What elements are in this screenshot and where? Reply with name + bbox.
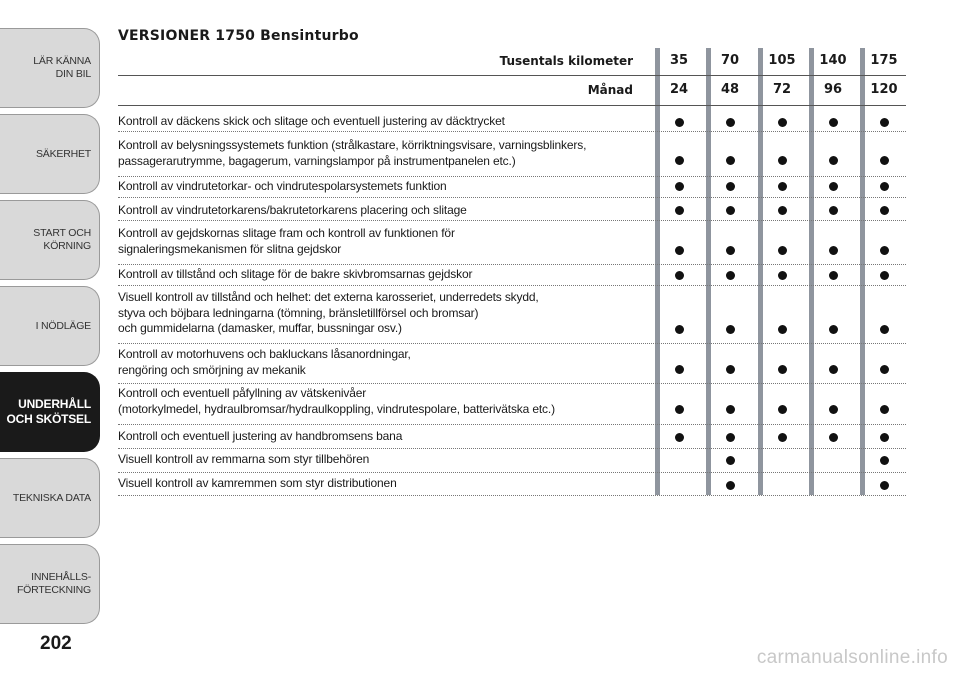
service-mark-dot bbox=[778, 206, 787, 215]
tab-label: START OCH KÖRNING bbox=[33, 227, 91, 252]
service-mark-dot bbox=[829, 433, 838, 442]
watermark: carmanualsonline.info bbox=[756, 647, 948, 668]
month-header-label: Månad bbox=[587, 83, 633, 97]
service-mark-dot bbox=[675, 271, 684, 280]
service-mark-dot bbox=[829, 182, 838, 191]
month-value: 96 bbox=[823, 82, 843, 97]
service-mark-dot bbox=[778, 365, 787, 374]
row-description: Visuell kontroll av remmarna som styr tillbehören bbox=[118, 452, 370, 466]
service-mark-dot bbox=[829, 206, 838, 215]
column-divider bbox=[758, 48, 763, 495]
row-divider bbox=[118, 495, 906, 496]
row-divider bbox=[118, 105, 906, 106]
column-divider bbox=[706, 48, 711, 495]
tab-label: TEKNISKA DATA bbox=[12, 491, 91, 504]
service-mark-dot bbox=[829, 271, 838, 280]
row-divider bbox=[118, 343, 906, 344]
service-mark-dot bbox=[880, 481, 889, 490]
service-mark-dot bbox=[675, 325, 684, 334]
row-divider bbox=[118, 75, 906, 76]
service-mark-dot bbox=[778, 118, 787, 127]
service-mark-dot bbox=[778, 433, 787, 442]
service-mark-dot bbox=[829, 118, 838, 127]
km-value: 140 bbox=[819, 53, 847, 68]
tab-sakerhet[interactable] bbox=[0, 114, 100, 194]
row-description: Kontroll av motorhuvens och bakluckans låsanordningar, rengöring och smörjning av mekanik bbox=[118, 347, 411, 377]
service-mark-dot bbox=[880, 405, 889, 414]
service-mark-dot bbox=[778, 325, 787, 334]
row-description: Kontroll av vindrutetorkarens/bakrutetorkarens placering och slitage bbox=[118, 203, 467, 217]
row-divider bbox=[118, 176, 906, 177]
row-description: Kontroll av gejdskornas slitage fram och kontroll av funktionen för signaleringsmekanismen för slitna gejdskor bbox=[118, 226, 455, 256]
service-mark-dot bbox=[675, 182, 684, 191]
service-mark-dot bbox=[880, 118, 889, 127]
row-divider bbox=[118, 131, 906, 132]
service-mark-dot bbox=[880, 182, 889, 191]
month-value: 120 bbox=[870, 82, 898, 97]
service-mark-dot bbox=[726, 325, 735, 334]
row-divider bbox=[118, 264, 906, 265]
km-value: 105 bbox=[768, 53, 796, 68]
service-mark-dot bbox=[726, 433, 735, 442]
service-mark-dot bbox=[726, 456, 735, 465]
service-mark-dot bbox=[726, 405, 735, 414]
tab-label: INNEHÅLLS- FÖRTECKNING bbox=[16, 571, 91, 596]
page-title: VERSIONER 1750 Bensinturbo bbox=[118, 28, 359, 44]
row-description: Kontroll av belysningssystemets funktion (strålkastare, körriktningsvisare, varningsblinkers, passagerarutrymme, bagagerum, varningslampor på instrumentpanelen etc.) bbox=[118, 138, 587, 168]
month-value: 48 bbox=[720, 82, 740, 97]
service-mark-dot bbox=[675, 246, 684, 255]
km-value: 35 bbox=[669, 53, 689, 68]
service-mark-dot bbox=[829, 405, 838, 414]
tab-label: LÄR KÄNNA DIN BIL bbox=[33, 55, 91, 80]
service-mark-dot bbox=[726, 182, 735, 191]
service-mark-dot bbox=[726, 481, 735, 490]
service-mark-dot bbox=[778, 405, 787, 414]
service-mark-dot bbox=[829, 246, 838, 255]
row-divider bbox=[118, 197, 906, 198]
row-divider bbox=[118, 285, 906, 286]
service-mark-dot bbox=[726, 246, 735, 255]
service-mark-dot bbox=[675, 405, 684, 414]
month-value: 24 bbox=[669, 82, 689, 97]
row-description: Visuell kontroll av tillstånd och helhet: det externa karosseriet, underredets skydd, styva och böjbara ledningarna (tömning, bränsletillförsel och bromsar) och gummidelarna (damasker, muffar, bussningar osv.) bbox=[118, 290, 539, 335]
row-divider bbox=[118, 448, 906, 449]
service-mark-dot bbox=[880, 365, 889, 374]
column-divider bbox=[655, 48, 660, 495]
row-description: Kontroll och eventuell påfyllning av vätskenivåer (motorkylmedel, hydraulbromsar/hydraulkoppling, vindrutespolare, batterivätska etc.) bbox=[118, 386, 555, 416]
service-mark-dot bbox=[880, 325, 889, 334]
service-mark-dot bbox=[675, 206, 684, 215]
row-divider bbox=[118, 220, 906, 221]
service-mark-dot bbox=[829, 325, 838, 334]
service-mark-dot bbox=[880, 246, 889, 255]
tab-label: I NÖDLÄGE bbox=[35, 319, 91, 332]
km-value: 70 bbox=[720, 53, 740, 68]
row-divider bbox=[118, 424, 906, 425]
service-mark-dot bbox=[726, 271, 735, 280]
service-mark-dot bbox=[675, 433, 684, 442]
tab-label: UNDERHÅLL OCH SKÖTSEL bbox=[6, 397, 91, 426]
service-mark-dot bbox=[880, 206, 889, 215]
column-divider bbox=[809, 48, 814, 495]
column-divider bbox=[860, 48, 865, 495]
service-mark-dot bbox=[778, 246, 787, 255]
tab-innehallsforteckning[interactable] bbox=[0, 544, 100, 624]
month-value: 72 bbox=[772, 82, 792, 97]
row-description: Visuell kontroll av kamremmen som styr distributionen bbox=[118, 476, 397, 490]
service-mark-dot bbox=[726, 206, 735, 215]
service-mark-dot bbox=[778, 156, 787, 165]
service-mark-dot bbox=[778, 182, 787, 191]
row-divider bbox=[118, 383, 906, 384]
tab-i-nodlage[interactable] bbox=[0, 286, 100, 366]
tab-lar-kanna-din-bil[interactable] bbox=[0, 28, 100, 108]
tab-start-och-korning[interactable] bbox=[0, 200, 100, 280]
tab-label: SÄKERHET bbox=[36, 147, 91, 160]
row-description: Kontroll av vindrutetorkar- och vindrutespolarsystemets funktion bbox=[118, 179, 447, 193]
row-description: Kontroll och eventuell justering av handbromsens bana bbox=[118, 429, 403, 443]
service-mark-dot bbox=[675, 365, 684, 374]
service-mark-dot bbox=[880, 433, 889, 442]
row-description: Kontroll av tillstånd och slitage för de bakre skivbromsarnas gejdskor bbox=[118, 267, 473, 281]
row-description: Kontroll av däckens skick och slitage och eventuell justering av däcktrycket bbox=[118, 114, 505, 128]
service-mark-dot bbox=[829, 156, 838, 165]
tab-tekniska-data[interactable] bbox=[0, 458, 100, 538]
row-divider bbox=[118, 472, 906, 473]
service-mark-dot bbox=[675, 118, 684, 127]
service-mark-dot bbox=[726, 118, 735, 127]
page-number: 202 bbox=[40, 633, 72, 654]
service-mark-dot bbox=[880, 271, 889, 280]
service-mark-dot bbox=[778, 271, 787, 280]
service-mark-dot bbox=[726, 365, 735, 374]
km-value: 175 bbox=[870, 53, 898, 68]
service-mark-dot bbox=[829, 365, 838, 374]
service-mark-dot bbox=[880, 156, 889, 165]
tab-underhall-och-skotsel[interactable] bbox=[0, 372, 100, 452]
km-header-label: Tusentals kilometer bbox=[499, 54, 633, 68]
service-mark-dot bbox=[675, 156, 684, 165]
service-mark-dot bbox=[726, 156, 735, 165]
service-mark-dot bbox=[880, 456, 889, 465]
